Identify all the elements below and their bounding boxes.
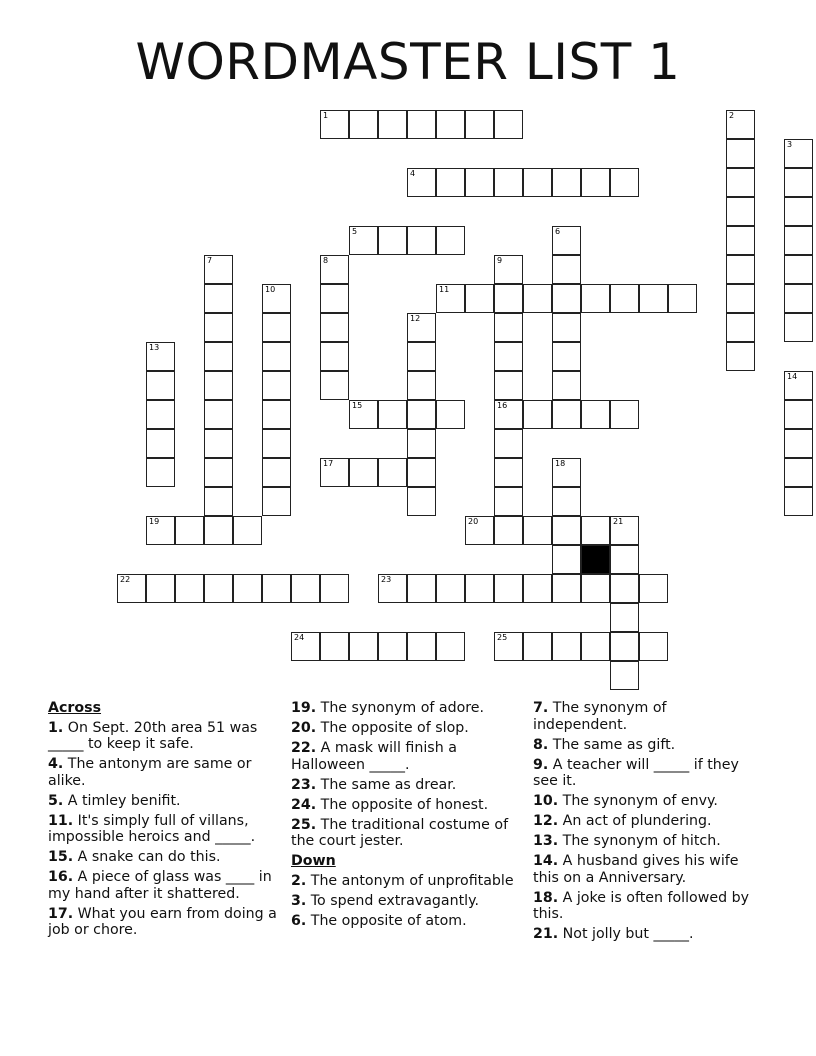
grid-cell[interactable] [523, 284, 552, 313]
clue-number-label: 10. [533, 793, 559, 809]
clue-number: 11 [439, 285, 450, 294]
grid-cell[interactable] [552, 574, 581, 603]
grid-cell[interactable] [465, 516, 494, 545]
clue-number-label: 18. [533, 889, 559, 906]
grid-cell[interactable] [175, 516, 204, 545]
clue-item [291, 700, 523, 717]
grid-cell[interactable] [523, 574, 552, 603]
clue-text: A teacher will _____ if they see it. [533, 756, 739, 789]
clue-text: A timley benifit. [63, 792, 181, 809]
clue-text: The traditional costume of the court jester. [291, 816, 509, 849]
clue-text: It's simply full of villans, impossible heroics and _____. [48, 812, 256, 845]
grid-cell[interactable] [610, 284, 639, 313]
grid-cell[interactable] [320, 342, 349, 371]
clue-number-label: 8. [533, 736, 549, 753]
clue-number-label: 11. [48, 812, 74, 829]
clue-item [291, 817, 523, 850]
clue-number: 10 [265, 285, 276, 294]
grid-cell[interactable] [262, 371, 291, 400]
clue-text: Not jolly but _____. [558, 926, 694, 942]
grid-cell[interactable] [349, 458, 378, 487]
grid-cell[interactable] [552, 632, 581, 661]
clue-column-3 [533, 700, 765, 946]
grid-cell[interactable] [523, 400, 552, 429]
grid-cell[interactable] [494, 284, 523, 313]
grid-cell[interactable] [552, 226, 581, 255]
grid-cell[interactable] [146, 516, 175, 545]
grid-cell[interactable] [436, 110, 465, 139]
grid-cell[interactable] [262, 284, 291, 313]
grid-cell[interactable] [204, 458, 233, 487]
grid-cell[interactable] [378, 400, 407, 429]
clue-item [533, 833, 765, 850]
clue-text: The synonym of adore. [316, 700, 485, 716]
clue-item [533, 926, 765, 943]
grid-cell[interactable] [581, 632, 610, 661]
clue-item [291, 740, 523, 773]
clue-text: An act of plundering. [558, 813, 712, 829]
grid-cell[interactable] [349, 110, 378, 139]
grid-cell[interactable] [552, 487, 581, 516]
clue-number: 24 [294, 633, 305, 642]
grid-cell[interactable] [610, 603, 639, 632]
grid-cell[interactable] [378, 458, 407, 487]
clue-item [48, 793, 280, 810]
grid-cell[interactable] [262, 342, 291, 371]
clue-text: To spend extravagantly. [306, 892, 479, 909]
grid-cell[interactable] [407, 400, 436, 429]
grid-cell[interactable] [465, 284, 494, 313]
clue-text: The synonym of hitch. [558, 833, 721, 849]
grid-cell[interactable] [436, 284, 465, 313]
clue-text: The synonym of envy. [558, 793, 718, 809]
grid-cell[interactable] [784, 139, 813, 168]
clue-number: 6 [555, 227, 561, 236]
grid-cell[interactable] [784, 458, 813, 487]
grid-cell[interactable] [610, 516, 639, 545]
grid-cell[interactable] [233, 516, 262, 545]
clue-text: A piece of glass was ____ in my hand after it shattered. [48, 869, 272, 902]
grid-cell[interactable] [581, 400, 610, 429]
grid-cell[interactable] [784, 313, 813, 342]
clue-number-label: 1. [48, 719, 64, 736]
grid-cell[interactable] [784, 197, 813, 226]
clue-text: What you earn from doing a job or chore. [48, 905, 277, 938]
clue-number-label: 7. [533, 700, 549, 716]
clue-column-1 [48, 700, 280, 942]
grid-cell[interactable] [204, 255, 233, 284]
clue-number-label: 4. [48, 756, 64, 772]
grid-cell[interactable] [204, 429, 233, 458]
grid-cell[interactable] [262, 429, 291, 458]
grid-cell[interactable] [407, 632, 436, 661]
clue-number: 5 [352, 227, 358, 236]
clue-number-label: 19. [291, 700, 317, 716]
down-header: Down [291, 853, 336, 869]
clue-number: 19 [149, 517, 160, 526]
grid-cell[interactable] [726, 342, 755, 371]
clue-number: 2 [729, 111, 735, 120]
grid-cell[interactable] [552, 400, 581, 429]
grid-cell[interactable] [262, 574, 291, 603]
grid-cell[interactable] [436, 168, 465, 197]
grid-cell[interactable] [494, 110, 523, 139]
clue-text: A snake can do this. [73, 849, 221, 865]
clue-number-label: 22. [291, 740, 317, 756]
grid-cell[interactable] [204, 400, 233, 429]
clue-number-label: 23. [291, 776, 317, 793]
clue-text: A husband gives his wife this on a Anniversary. [533, 853, 739, 886]
grid-cell[interactable] [465, 110, 494, 139]
clue-number-label: 9. [533, 756, 549, 773]
grid-cell[interactable] [262, 400, 291, 429]
clue-item [48, 756, 280, 789]
grid-cell[interactable] [320, 371, 349, 400]
clue-number: 20 [468, 517, 479, 526]
grid-cell[interactable] [726, 197, 755, 226]
grid-cell[interactable] [610, 574, 639, 603]
clue-number-label: 24. [291, 796, 317, 813]
grid-cell[interactable] [407, 110, 436, 139]
clue-number: 8 [323, 256, 329, 265]
clue-number: 18 [555, 459, 566, 468]
grid-cell[interactable] [726, 168, 755, 197]
clue-number-label: 2. [291, 872, 307, 889]
grid-cell[interactable] [726, 139, 755, 168]
grid-cell[interactable] [552, 284, 581, 313]
grid-cell[interactable] [262, 458, 291, 487]
grid-cell[interactable] [320, 632, 349, 661]
clue-number: 1 [323, 111, 329, 120]
clue-item [533, 793, 765, 810]
clue-text: On Sept. 20th area 51 was _____ to keep it safe. [48, 719, 258, 752]
clue-item [291, 913, 523, 930]
clue-number: 25 [497, 633, 508, 642]
grid-cell[interactable] [204, 487, 233, 516]
clue-text: The opposite of slop. [316, 720, 469, 736]
grid-cell[interactable] [233, 574, 262, 603]
grid-cell[interactable] [494, 400, 523, 429]
grid-cell[interactable] [494, 168, 523, 197]
clue-item [48, 849, 280, 866]
clue-number-label: 20. [291, 720, 317, 736]
grid-cell[interactable] [784, 255, 813, 284]
grid-cell[interactable] [639, 284, 668, 313]
clue-number: 17 [323, 459, 334, 468]
clue-number: 14 [787, 372, 798, 381]
grid-cell[interactable] [668, 284, 697, 313]
clue-text: The antonym of unprofitable [306, 872, 514, 889]
grid-cell[interactable] [581, 516, 610, 545]
grid-cell[interactable] [262, 487, 291, 516]
across-header: Across [48, 700, 102, 716]
clue-text: The same as drear. [316, 776, 457, 793]
grid-cell[interactable] [610, 545, 639, 574]
grid-cell[interactable] [726, 284, 755, 313]
clue-item [533, 890, 765, 923]
grid-cell[interactable] [726, 226, 755, 255]
grid-cell[interactable] [465, 168, 494, 197]
grid-cell[interactable] [581, 168, 610, 197]
grid-cell[interactable] [494, 429, 523, 458]
grid-cell[interactable] [204, 574, 233, 603]
clue-number-label: 6. [291, 912, 307, 929]
grid-cell[interactable] [117, 574, 146, 603]
grid-cell[interactable] [204, 284, 233, 313]
grid-cell[interactable] [378, 574, 407, 603]
grid-cell[interactable] [175, 574, 204, 603]
clue-number: 22 [120, 575, 131, 584]
grid-cell[interactable] [581, 284, 610, 313]
grid-cell[interactable] [436, 226, 465, 255]
grid-cell[interactable] [552, 313, 581, 342]
grid-cell[interactable] [784, 284, 813, 313]
grid-cell[interactable] [494, 574, 523, 603]
grid-cell[interactable] [436, 632, 465, 661]
grid-cell[interactable] [320, 574, 349, 603]
grid-cell[interactable] [494, 487, 523, 516]
grid-cell[interactable] [784, 400, 813, 429]
clue-number: 21 [613, 517, 624, 526]
grid-cell[interactable] [436, 400, 465, 429]
clue-number: 3 [787, 140, 793, 149]
grid-cell[interactable] [146, 574, 175, 603]
grid-cell[interactable] [146, 400, 175, 429]
clue-text: The opposite of atom. [306, 912, 467, 929]
clue-column-2 [291, 700, 523, 933]
grid-cell[interactable] [204, 342, 233, 371]
clue-text: The synonym of independent. [533, 700, 667, 733]
clue-number: 7 [207, 256, 213, 265]
clue-item [291, 797, 523, 814]
grid-cell[interactable] [204, 313, 233, 342]
grid-cell[interactable] [726, 110, 755, 139]
black-square [581, 545, 610, 574]
clue-number: 23 [381, 575, 392, 584]
clue-number-label: 13. [533, 833, 559, 849]
clue-number-label: 17. [48, 905, 74, 922]
grid-cell[interactable] [349, 632, 378, 661]
clue-number-label: 3. [291, 892, 307, 909]
grid-cell[interactable] [552, 371, 581, 400]
grid-cell[interactable] [523, 632, 552, 661]
grid-cell[interactable] [581, 574, 610, 603]
grid-cell[interactable] [494, 632, 523, 661]
grid-cell[interactable] [204, 516, 233, 545]
grid-cell[interactable] [494, 371, 523, 400]
grid-cell[interactable] [784, 168, 813, 197]
grid-cell[interactable] [407, 168, 436, 197]
grid-cell[interactable] [320, 313, 349, 342]
grid-cell[interactable] [552, 255, 581, 284]
clue-number: 16 [497, 401, 508, 410]
grid-cell[interactable] [320, 110, 349, 139]
grid-cell[interactable] [494, 342, 523, 371]
grid-cell[interactable] [349, 226, 378, 255]
grid-cell[interactable] [320, 284, 349, 313]
clue-text: A joke is often followed by this. [533, 889, 749, 922]
grid-cell[interactable] [726, 313, 755, 342]
grid-cell[interactable] [552, 458, 581, 487]
clue-item [48, 869, 280, 902]
grid-cell[interactable] [494, 313, 523, 342]
grid-cell[interactable] [320, 458, 349, 487]
clue-item [291, 720, 523, 737]
grid-cell[interactable] [407, 487, 436, 516]
grid-cell[interactable] [146, 458, 175, 487]
grid-cell[interactable] [784, 487, 813, 516]
grid-cell[interactable] [291, 632, 320, 661]
grid-cell[interactable] [552, 168, 581, 197]
grid-cell[interactable] [784, 226, 813, 255]
clue-text: A mask will finish a Halloween _____. [291, 740, 457, 773]
grid-cell[interactable] [349, 400, 378, 429]
clue-item [533, 853, 765, 886]
grid-cell[interactable] [552, 516, 581, 545]
grid-cell[interactable] [610, 632, 639, 661]
clue-item [48, 813, 280, 846]
clue-number: 12 [410, 314, 421, 323]
clue-item [533, 813, 765, 830]
clue-number-label: 12. [533, 813, 559, 829]
grid-cell[interactable] [494, 255, 523, 284]
clue-number: 4 [410, 169, 416, 178]
clue-item [48, 906, 280, 939]
grid-cell[interactable] [378, 632, 407, 661]
grid-cell[interactable] [146, 342, 175, 371]
grid-cell[interactable] [552, 342, 581, 371]
grid-cell[interactable] [436, 574, 465, 603]
clue-item [533, 737, 765, 754]
grid-cell[interactable] [494, 516, 523, 545]
clue-number-label: 14. [533, 853, 559, 869]
clue-item [533, 700, 765, 733]
grid-cell[interactable] [726, 255, 755, 284]
clue-number-label: 25. [291, 816, 317, 833]
clue-text: The same as gift. [548, 736, 676, 753]
clue-number: 15 [352, 401, 363, 410]
clue-item [291, 777, 523, 794]
grid-cell[interactable] [378, 226, 407, 255]
grid-cell[interactable] [291, 574, 320, 603]
clue-number: 9 [497, 256, 503, 265]
grid-cell[interactable] [262, 313, 291, 342]
clue-number-label: 15. [48, 849, 74, 865]
grid-cell[interactable] [494, 458, 523, 487]
clue-number-label: 21. [533, 926, 559, 942]
clue-item [533, 757, 765, 790]
grid-cell[interactable] [610, 661, 639, 690]
grid-cell[interactable] [465, 574, 494, 603]
clue-text: The opposite of honest. [316, 796, 489, 813]
grid-cell[interactable] [320, 255, 349, 284]
grid-cell[interactable] [407, 226, 436, 255]
grid-cell[interactable] [552, 545, 581, 574]
grid-cell[interactable] [407, 313, 436, 342]
page-title: WORDMASTER LIST 1 [135, 33, 681, 91]
grid-cell[interactable] [407, 371, 436, 400]
clue-item [48, 720, 280, 753]
grid-cell[interactable] [784, 429, 813, 458]
clue-number-label: 5. [48, 792, 64, 809]
grid-cell[interactable] [204, 371, 233, 400]
grid-cell[interactable] [146, 371, 175, 400]
grid-cell[interactable] [523, 516, 552, 545]
grid-cell[interactable] [407, 429, 436, 458]
clue-list [48, 700, 768, 1030]
grid-cell[interactable] [146, 429, 175, 458]
grid-cell[interactable] [378, 110, 407, 139]
grid-cell[interactable] [610, 168, 639, 197]
grid-cell[interactable] [407, 342, 436, 371]
grid-cell[interactable] [610, 400, 639, 429]
grid-cell[interactable] [639, 574, 668, 603]
clue-text: The antonym are same or alike. [48, 756, 252, 789]
clue-item [291, 873, 523, 890]
clue-item [291, 893, 523, 910]
grid-cell[interactable] [523, 168, 552, 197]
grid-cell[interactable] [407, 458, 436, 487]
grid-cell[interactable] [784, 371, 813, 400]
clue-number-label: 16. [48, 869, 74, 885]
clue-number: 13 [149, 343, 160, 352]
grid-cell[interactable] [639, 632, 668, 661]
grid-cell[interactable] [407, 574, 436, 603]
